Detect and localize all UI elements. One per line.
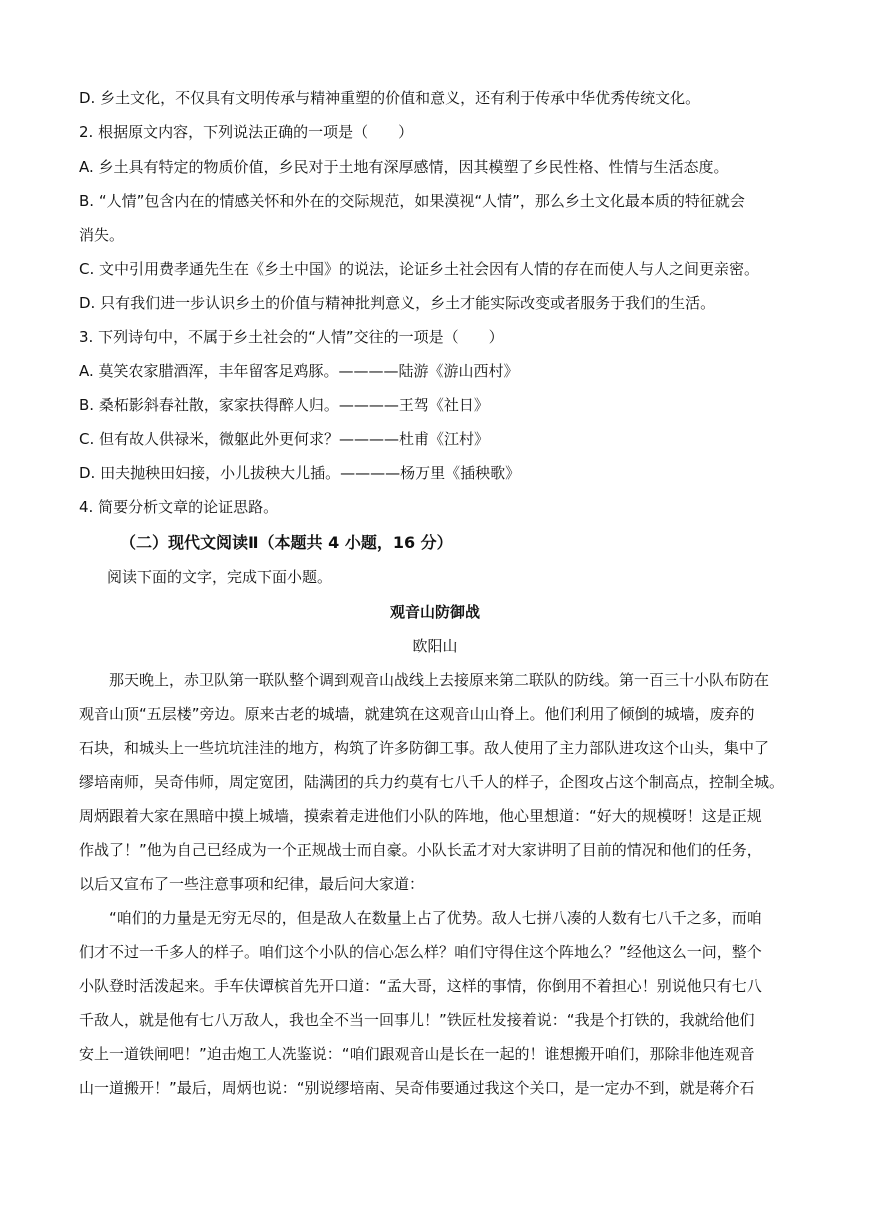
paragraph-line: 周炳跟着大家在黑暗中摸上城墙，摸索着走进他们小队的阵地，他心里想道：“好大的规模呀！这是正规 xyxy=(79,807,762,825)
question-4: 4. 简要分析文章的论证思路。 xyxy=(79,498,279,516)
question-2: 2. 根据原文内容，下列说法正确的一项是（ ） xyxy=(79,123,414,141)
option-c-q3: C. 但有故人供禄米，微躯此外更何求？————杜甫《江村》 xyxy=(79,430,490,448)
option-d-q2: D. 只有我们进一步认识乡土的价值与精神批判意义，乡土才能实际改变或者服务于我们的生活。 xyxy=(79,294,716,312)
paragraph-line: 作战了！”他为自己已经成为一个正规战士而自豪。小队长孟才对大家讲明了目前的情况和他们的任务， xyxy=(79,841,762,859)
option-d-q3: D. 田夫抛秧田妇接，小儿拔秧大儿插。————杨万里《插秧歌》 xyxy=(79,464,521,482)
article-author: 欧阳山 xyxy=(412,637,458,655)
option-a-q3: A. 莫笑农家腊酒浑，丰年留客足鸡豚。————陆游《游山西村》 xyxy=(79,362,519,380)
paragraph-line: 观音山顶“五层楼”旁边。原来古老的城墙，就建筑在这观音山山脊上。他们利用了倾倒的城墙，废弃的 xyxy=(79,705,755,723)
question-3: 3. 下列诗句中，不属于乡土社会的“人情”交往的一项是（ ） xyxy=(79,328,504,346)
paragraph-line: 以后又宣布了一些注意事项和纪律，最后问大家道： xyxy=(79,875,425,893)
instruction: 阅读下面的文字，完成下面小题。 xyxy=(107,568,333,586)
article-title: 观音山防御战 xyxy=(389,603,480,621)
option-b-q2-cont: 消失。 xyxy=(79,226,125,244)
paragraph-line: 那天晚上，赤卫队第一联队整个调到观音山战线上去接原来第二联队的防线。第一百三十小队布防在 xyxy=(79,671,770,689)
option-a-q2: A. 乡土具有特定的物质价值，乡民对于土地有深厚感情，因其模塑了乡民性格、性情与生活态度。 xyxy=(79,158,729,176)
paragraph-line: 缪培南师，吴奇伟师，周定宽团，陆满团的兵力约莫有七八千人的样子，企图攻占这个制高点，控制全城。 xyxy=(79,773,785,791)
paragraph-line: 们才不过一千多人的样子。咱们这个小队的信心怎么样？咱们守得住这个阵地么？”经他这么一问，整个 xyxy=(79,943,762,961)
paragraph-line: “咱们的力量是无穷无尽的，但是敌人在数量上占了优势。敌人七拼八凑的人数有七八千之多，而咱 xyxy=(79,909,762,927)
paragraph-line: 小队登时活泼起来。手车伕谭槟首先开口道：“孟大哥，这样的事情，你倒用不着担心！别说他只有七八 xyxy=(79,977,762,995)
paragraph-line: 安上一道铁闸吧！”迫击炮工人冼鉴说：“咱们跟观音山是长在一起的！谁想搬开咱们，那除非他连观音 xyxy=(79,1045,755,1063)
paragraph-line: 山一道搬开！”最后，周炳也说：“别说缪培南、吴奇伟要通过我这个关口，是一定办不到，就是蒋介石 xyxy=(79,1079,755,1097)
paragraph-line: 千敌人，就是他有七八万敌人，我也全不当一回事儿！”铁匠杜发接着说：“我是个打铁的，我就给他们 xyxy=(79,1011,755,1029)
option-b-q3: B. 桑柘影斜春社散，家家扶得醉人归。————王驾《社日》 xyxy=(79,396,489,414)
option-d-q1: D. 乡土文化，不仅具有文明传承与精神重塑的价值和意义，还有利于传承中华优秀传统文化。 xyxy=(79,89,701,107)
section-heading: （二）现代文阅读Ⅱ（本题共 4 小题，16 分） xyxy=(120,533,453,552)
option-b-q2: B. “人情”包含内在的情感关怀和外在的交际规范，如果漠视“人情”，那么乡土文化最本质的特征就会 xyxy=(79,192,745,210)
option-c-q2: C. 文中引用费孝通先生在《乡土中国》的说法，论证乡土社会因有人情的存在而使人与人之间更亲密。 xyxy=(79,260,760,278)
paragraph-line: 石块，和城头上一些坑坑洼洼的地方，构筑了许多防御工事。敌人使用了主力部队进攻这个山头，集中了 xyxy=(79,739,770,757)
